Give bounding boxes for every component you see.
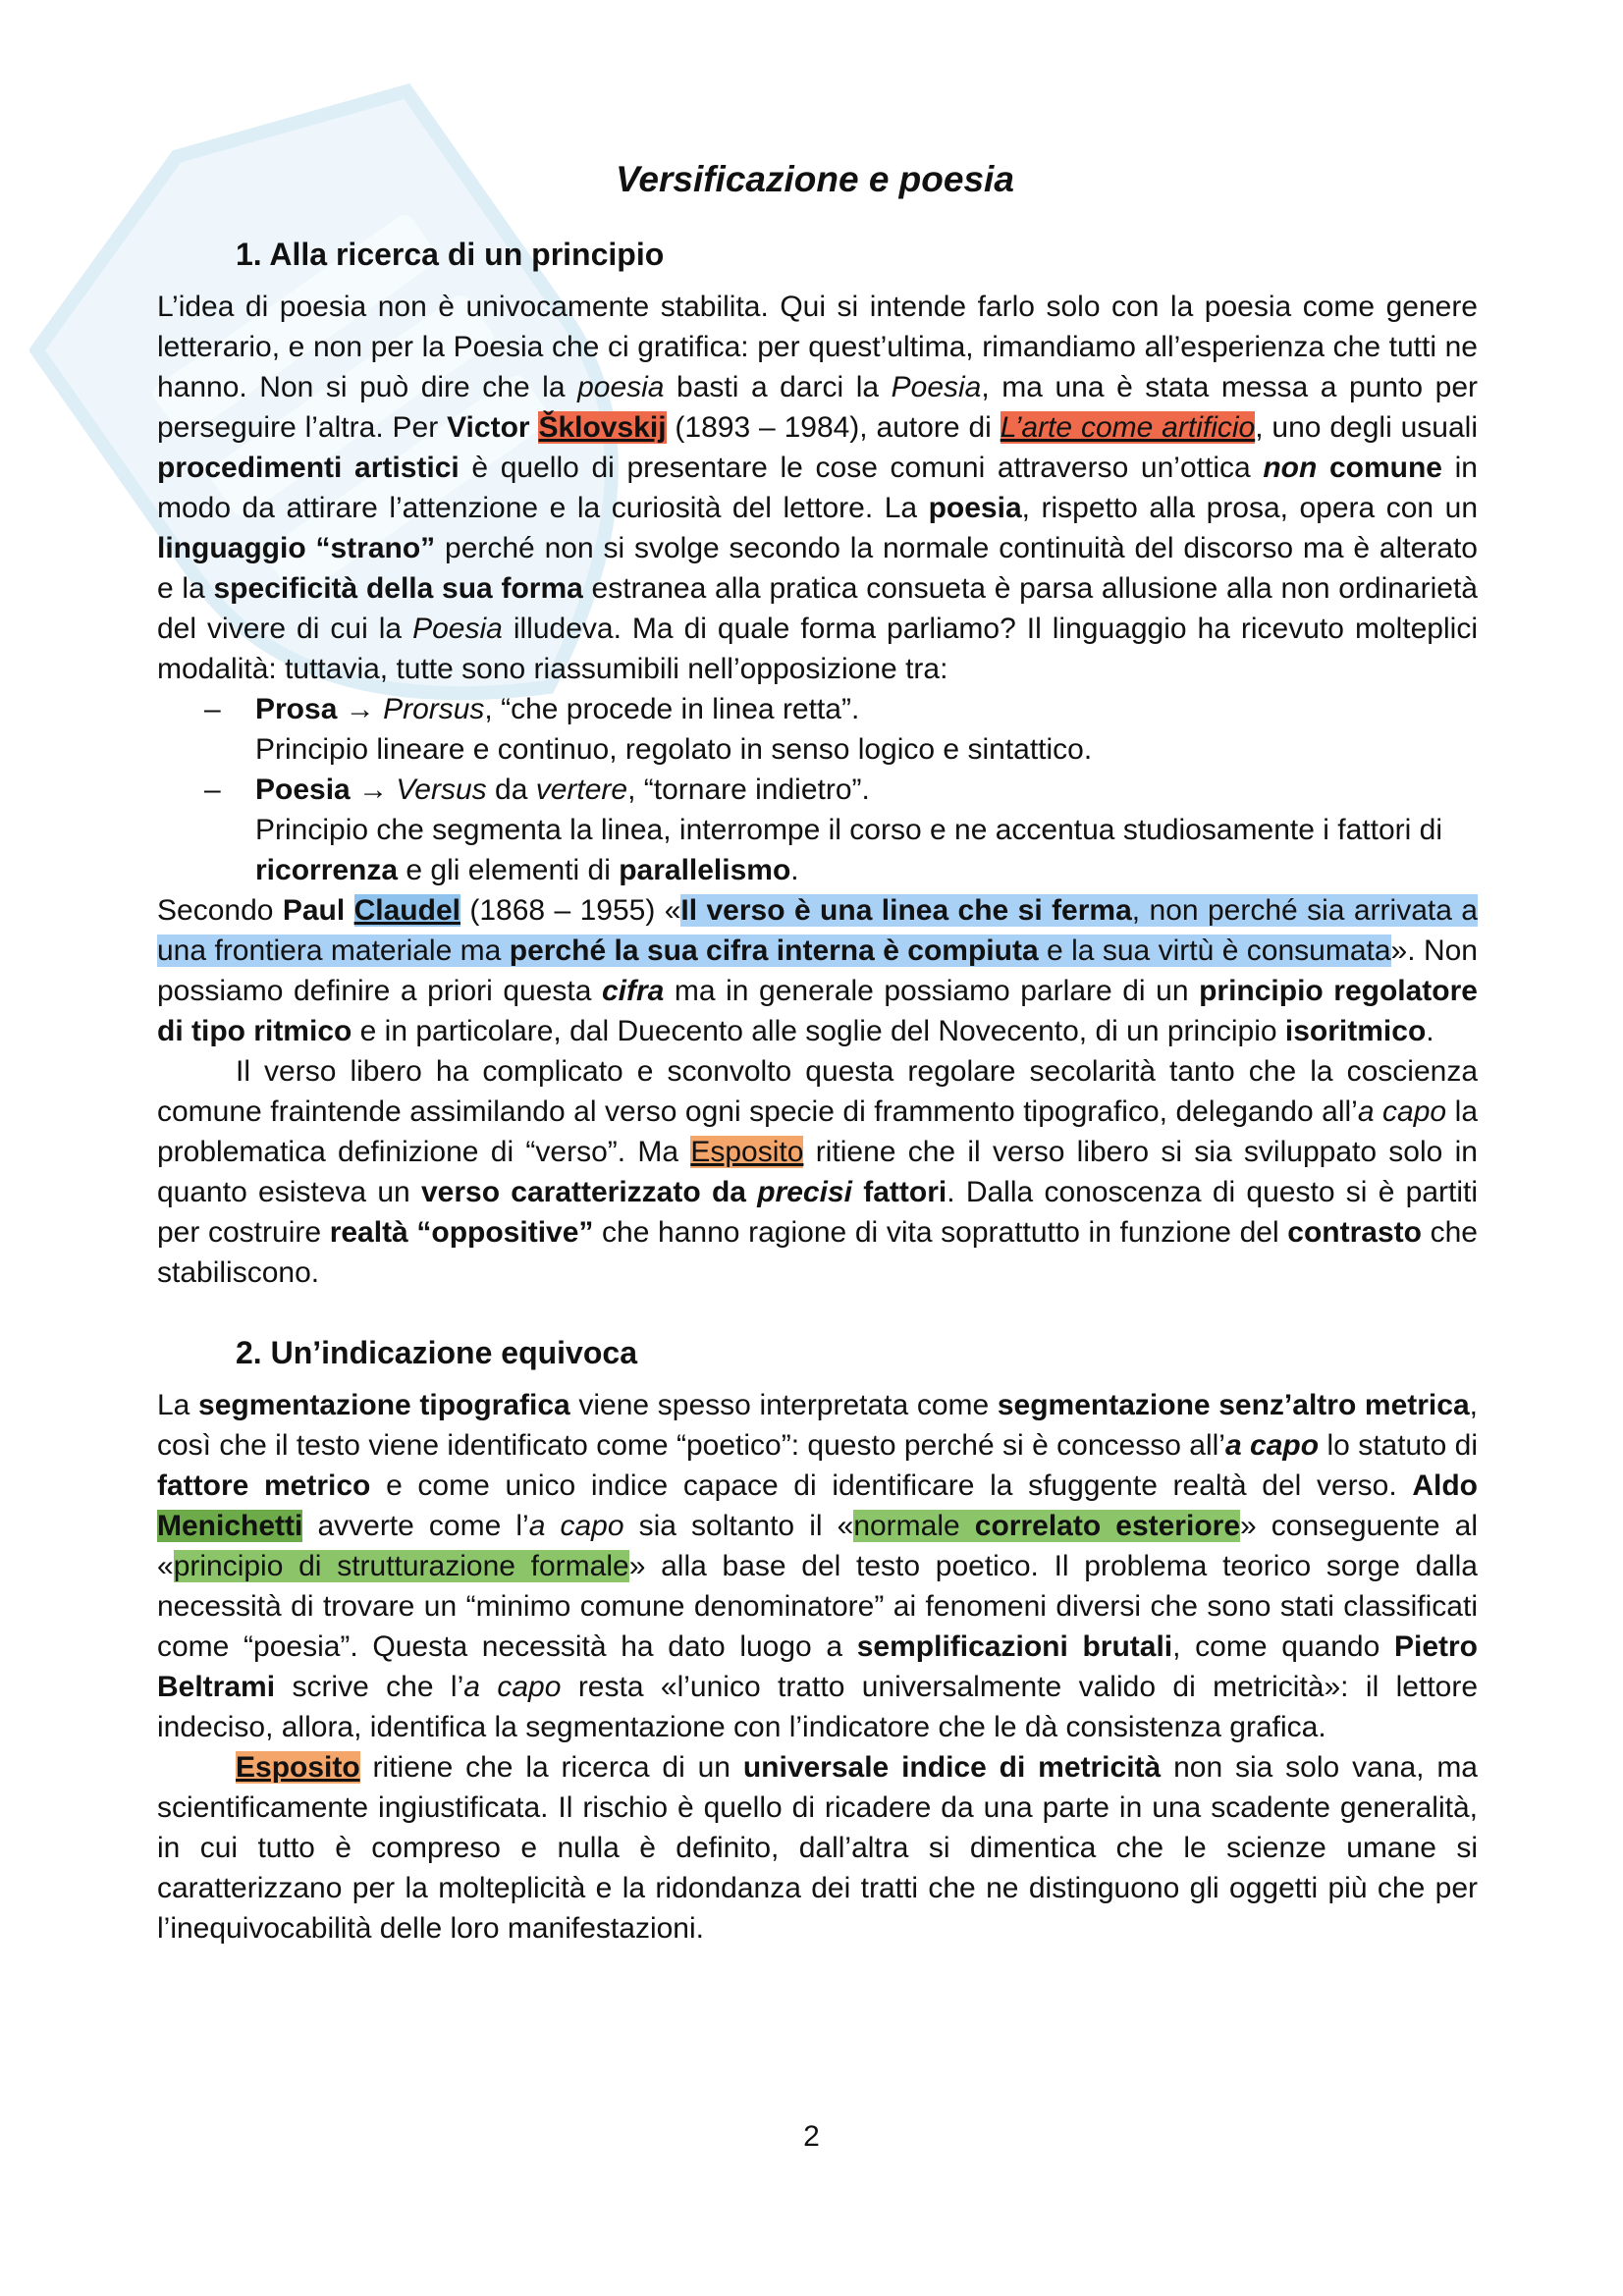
dash-bullet: – xyxy=(204,774,221,806)
highlight: normale xyxy=(853,1510,975,1542)
document-page xyxy=(157,147,1478,1949)
paragraph: Il verso libero ha complicato e sconvolto questa regolare secolarità tanto che la coscienza comune fraintende assimilando al verso ogni specie di frammento tipografico, delegando all’a capo la problematica definizione di “verso”. Ma Esposito ritiene che il verso libero si sia sviluppato solo in quanto esisteva un verso caratterizzato da precisi fattori. Dalla conoscenza di questo si è partiti per costruire realtà “oppositive” che hanno ragione di vita soprattutto in funzione del contrasto che stabiliscono. xyxy=(157,1055,1479,1289)
highlight: Claudel xyxy=(353,894,460,927)
paragraph: Esposito ritiene che la ricerca di un universale indice di metricità non sia solo vana, ma scientificamente ingiustificata. Il rischio è quello di ricadere da una parte in una scadente generalità, in cui tutto è compreso e nulla è definito, dall’altra si dimentica che le scienze umane si caratterizzano per la molteplicità e la ridondanza dei tratti che ne distinguono gli oggetti più che per l’inequivocabilità delle loro manifestazioni. xyxy=(157,1751,1478,1945)
document-title: Versificazione e poesia xyxy=(616,159,1014,199)
highlight: principio di strutturazione formale xyxy=(173,1550,629,1582)
highlight: Esposito xyxy=(690,1136,804,1168)
highlight: Menichetti xyxy=(157,1510,303,1542)
paragraph: La segmentazione tipografica viene spesso interpretata come segmentazione senz’altro metrica, così che il testo viene identificato come “poetico”: questo perché si è concesso all’a capo lo statuto di fattore metrico e come unico indice capace di identificare la sfuggente realtà del verso. Aldo Menichetti avverte come l’a capo sia soltanto il «normale correlato esteriore» conseguente al «principio di strutturazione formale» alla base del testo poetico. Il problema teorico sorge dalla necessità di trovare un “minimo comune denominatore” ai fenomeni diversi che sono stati classificati come “poesia”. Questa necessità ha dato luogo a semplificazioni brutali, come quando Pietro Beltrami scrive che l’a capo resta «l’unico tratto universalmente valido di metricità»: il lettore indeciso, allora, identifica la segmentazione con l’indicatore che le dà consistenza grafica. xyxy=(157,1389,1479,1743)
highlight: Esposito xyxy=(236,1751,360,1784)
highlight: L’arte come artificio xyxy=(1000,411,1256,444)
section-heading-2: 2. Un’indicazione equivoca xyxy=(236,1335,637,1370)
list-item: – Poesia → Versus da vertere, “tornare indietro”. Principio che segmenta la linea, interrompe il corso e ne accentua studiosamente i fattori di ricorrenza e gli elementi di parallelismo. xyxy=(157,770,1478,890)
section-heading-1: 1. Alla ricerca di un principio xyxy=(236,237,665,272)
paragraph: L’idea di poesia non è univocamente stabilita. Qui si intende farlo solo con la poesia come genere letterario, e non per la Poesia che ci gratifica: per quest’ultima, rimandiamo all’esperienza che tutti ne hanno. Non si può dire che la poesia basti a darci la Poesia, ma una è stata messa a punto per perseguire l’altra. Per Victor Šklovskij (1893 – 1984), autore di L’arte come artificio, uno degli usuali procedimenti artistici è quello di presentare le cose comuni attraverso un’ottica non comune in modo da attirare l’attenzione e la curiosità del lettore. La poesia, rispetto alla prosa, opera con un linguaggio “strano” perché non si svolge secondo la normale continuità del discorso ma è alterato e la specificità della sua forma estranea alla pratica consueta è parsa allusione alla non ordinarietà del vivere di cui la Poesia illudeva. Ma di quale forma parliamo? Il linguaggio ha ricevuto molteplici modalità: tuttavia, tutte sono riassumibili nell’opposizione tra: xyxy=(157,291,1479,685)
dash-bullet: – xyxy=(204,693,221,725)
highlight: Šklovskij xyxy=(538,411,667,444)
highlight: Il verso è una linea che si ferma xyxy=(680,894,1132,927)
paragraph: Secondo Paul Claudel (1868 – 1955) «Il verso è una linea che si ferma, non perché sia arrivata a una frontiera materiale ma perché la sua cifra interna è compiuta e la sua virtù è consumata». Non possiamo definire a priori questa cifra ma in generale possiamo parlare di un principio regolatore di tipo ritmico e in particolare, dal Duecento alle soglie del Novecento, di un principio isoritmico. xyxy=(157,894,1478,1047)
page-number: 2 xyxy=(803,2120,820,2153)
bullet-list xyxy=(157,689,1478,890)
list-item: – Prosa → Prorsus, “che procede in linea retta”. Principio lineare e continuo, regolato in senso logico e sintattico. xyxy=(157,689,1478,770)
